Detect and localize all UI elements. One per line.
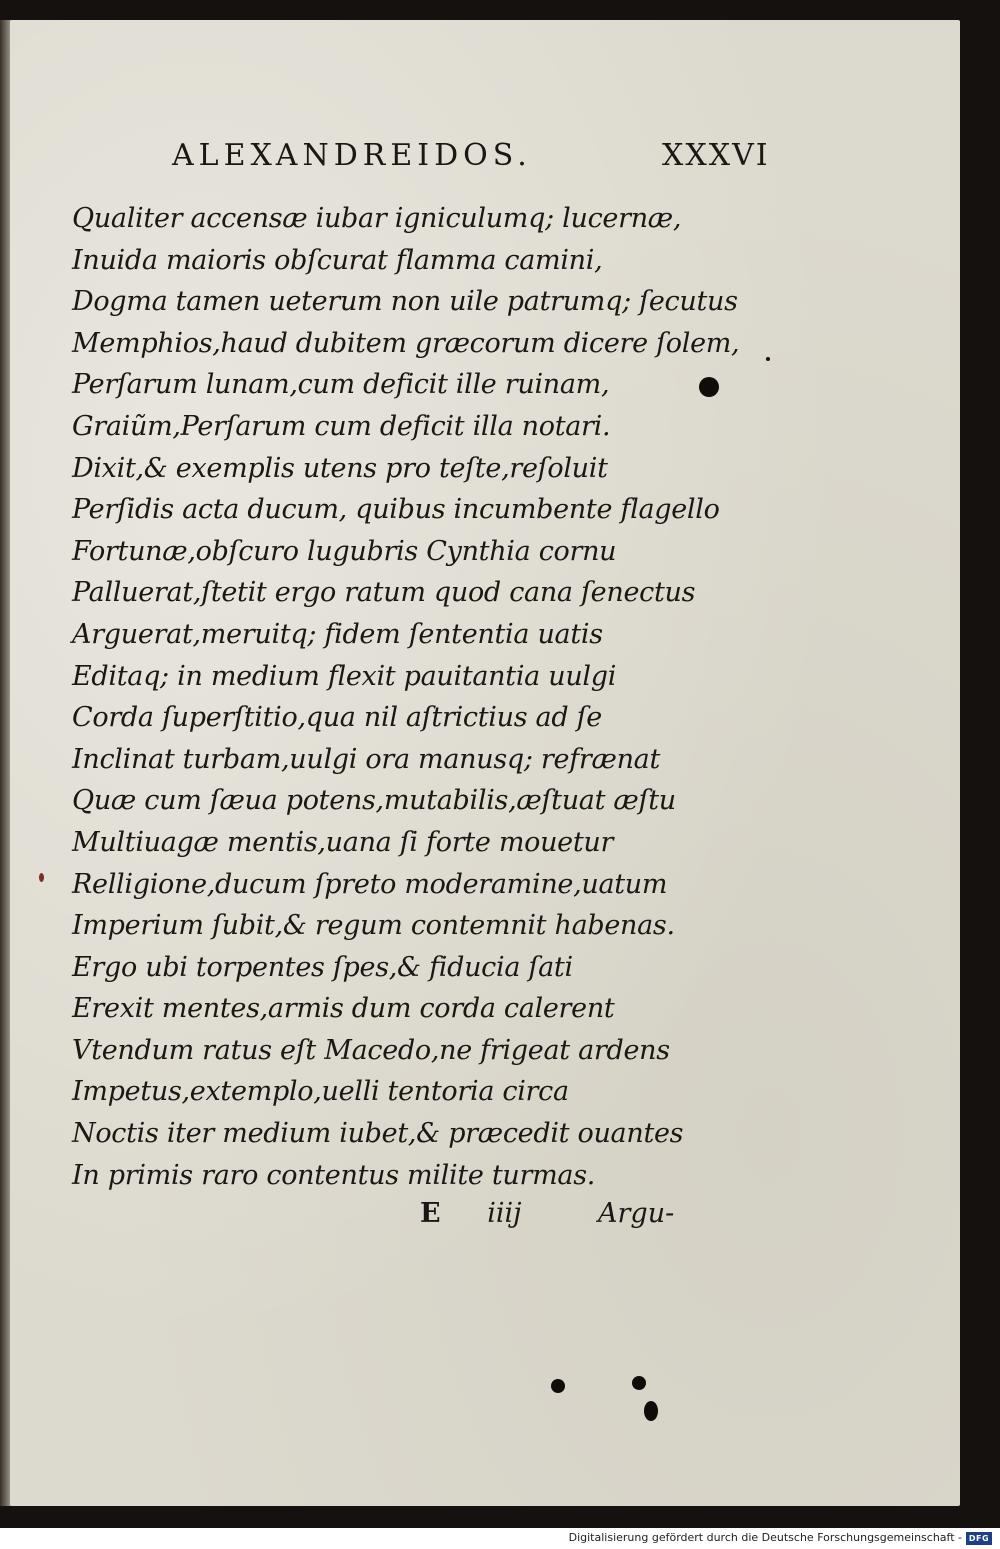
digitization-credit: Digitalisierung gefördert durch die Deutsche Forschungsgemeinschaft - <box>568 1531 962 1544</box>
verse-line: Editaq; in medium flexit pauitantia uulgi <box>72 660 617 692</box>
verse-line: Dixit,& exemplis utens pro teſte,reſoluit <box>72 452 608 484</box>
verse-line: Qualiter accensæ iubar igniculumq; lucernæ, <box>72 203 682 234</box>
verse-line: Imperium ſubit,& regum contemnit habenas. <box>72 910 675 942</box>
verse-line: Erexit mentes,armis dum corda calerent <box>72 993 615 1025</box>
verse-line: Memphios,haud dubitem græcorum dicere ſolem, <box>72 327 740 359</box>
ink-blot <box>551 1379 565 1393</box>
verse-line: Quæ cum ſæua potens,mutabilis,æſtuat æſtu <box>72 785 676 817</box>
ink-speck <box>766 357 770 361</box>
verse-line: Fortunæ,obſcuro lugubris Cynthia cornu <box>72 535 617 567</box>
verse-line: Dogma tamen ueterum non uile patrumq; ſecutus <box>72 286 738 318</box>
verse-line: Arguerat,meruitq; fidem ſententia uatis <box>72 618 603 650</box>
signature-letter: E <box>420 1198 441 1229</box>
ink-blot <box>699 377 719 397</box>
verse-line: Inclinat turbam,uulgi ora manusq; refrænat <box>72 743 661 775</box>
verse-line: Graiũm,Perſarum cum deficit illa notari. <box>72 410 611 442</box>
verse-line: Vtendum ratus eſt Macedo,ne frigeat ardens <box>72 1034 670 1066</box>
ink-blot <box>644 1401 658 1421</box>
catchword: Argu- <box>598 1198 675 1229</box>
folio-number: XXXVI <box>662 138 770 173</box>
verse-line: Impetus,extemplo,uelli tentoria circa <box>72 1076 569 1108</box>
verse-text <box>72 198 739 1196</box>
verse-line: Inuida maioris obſcurat flamma camini, <box>72 244 603 276</box>
verse-line: Corda ſuperſtitio,qua nil aſtrictius ad ſe <box>72 702 602 734</box>
verse-line: In primis raro contentus milite turmas. <box>72 1159 596 1191</box>
ink-speck <box>39 873 44 882</box>
verse-line: Palluerat,ſtetit ergo ratum quod cana ſenectus <box>72 577 696 609</box>
verse-line: Perſarum lunam,cum deficit ille ruinam, <box>72 369 610 401</box>
ink-blot <box>632 1376 646 1390</box>
verse-line: Noctis iter medium iubet,& præcedit ouantes <box>72 1118 684 1150</box>
verse-line: Relligione,ducum ſpreto moderamine,uatum <box>72 868 668 900</box>
verse-line: Perſidis acta ducum, quibus incumbente flagello <box>72 494 720 526</box>
book-page <box>10 20 960 1506</box>
signature-number: iiij <box>487 1198 522 1229</box>
running-head: ALEXANDREIDOS. <box>172 138 532 173</box>
signature-mark <box>420 1198 521 1229</box>
verse-line: Ergo ubi torpentes ſpes,& fiducia ſati <box>72 951 573 983</box>
verse-line: Multiuagæ mentis,uana ſi forte mouetur <box>72 826 614 858</box>
dfg-logo: DFG <box>966 1532 992 1545</box>
